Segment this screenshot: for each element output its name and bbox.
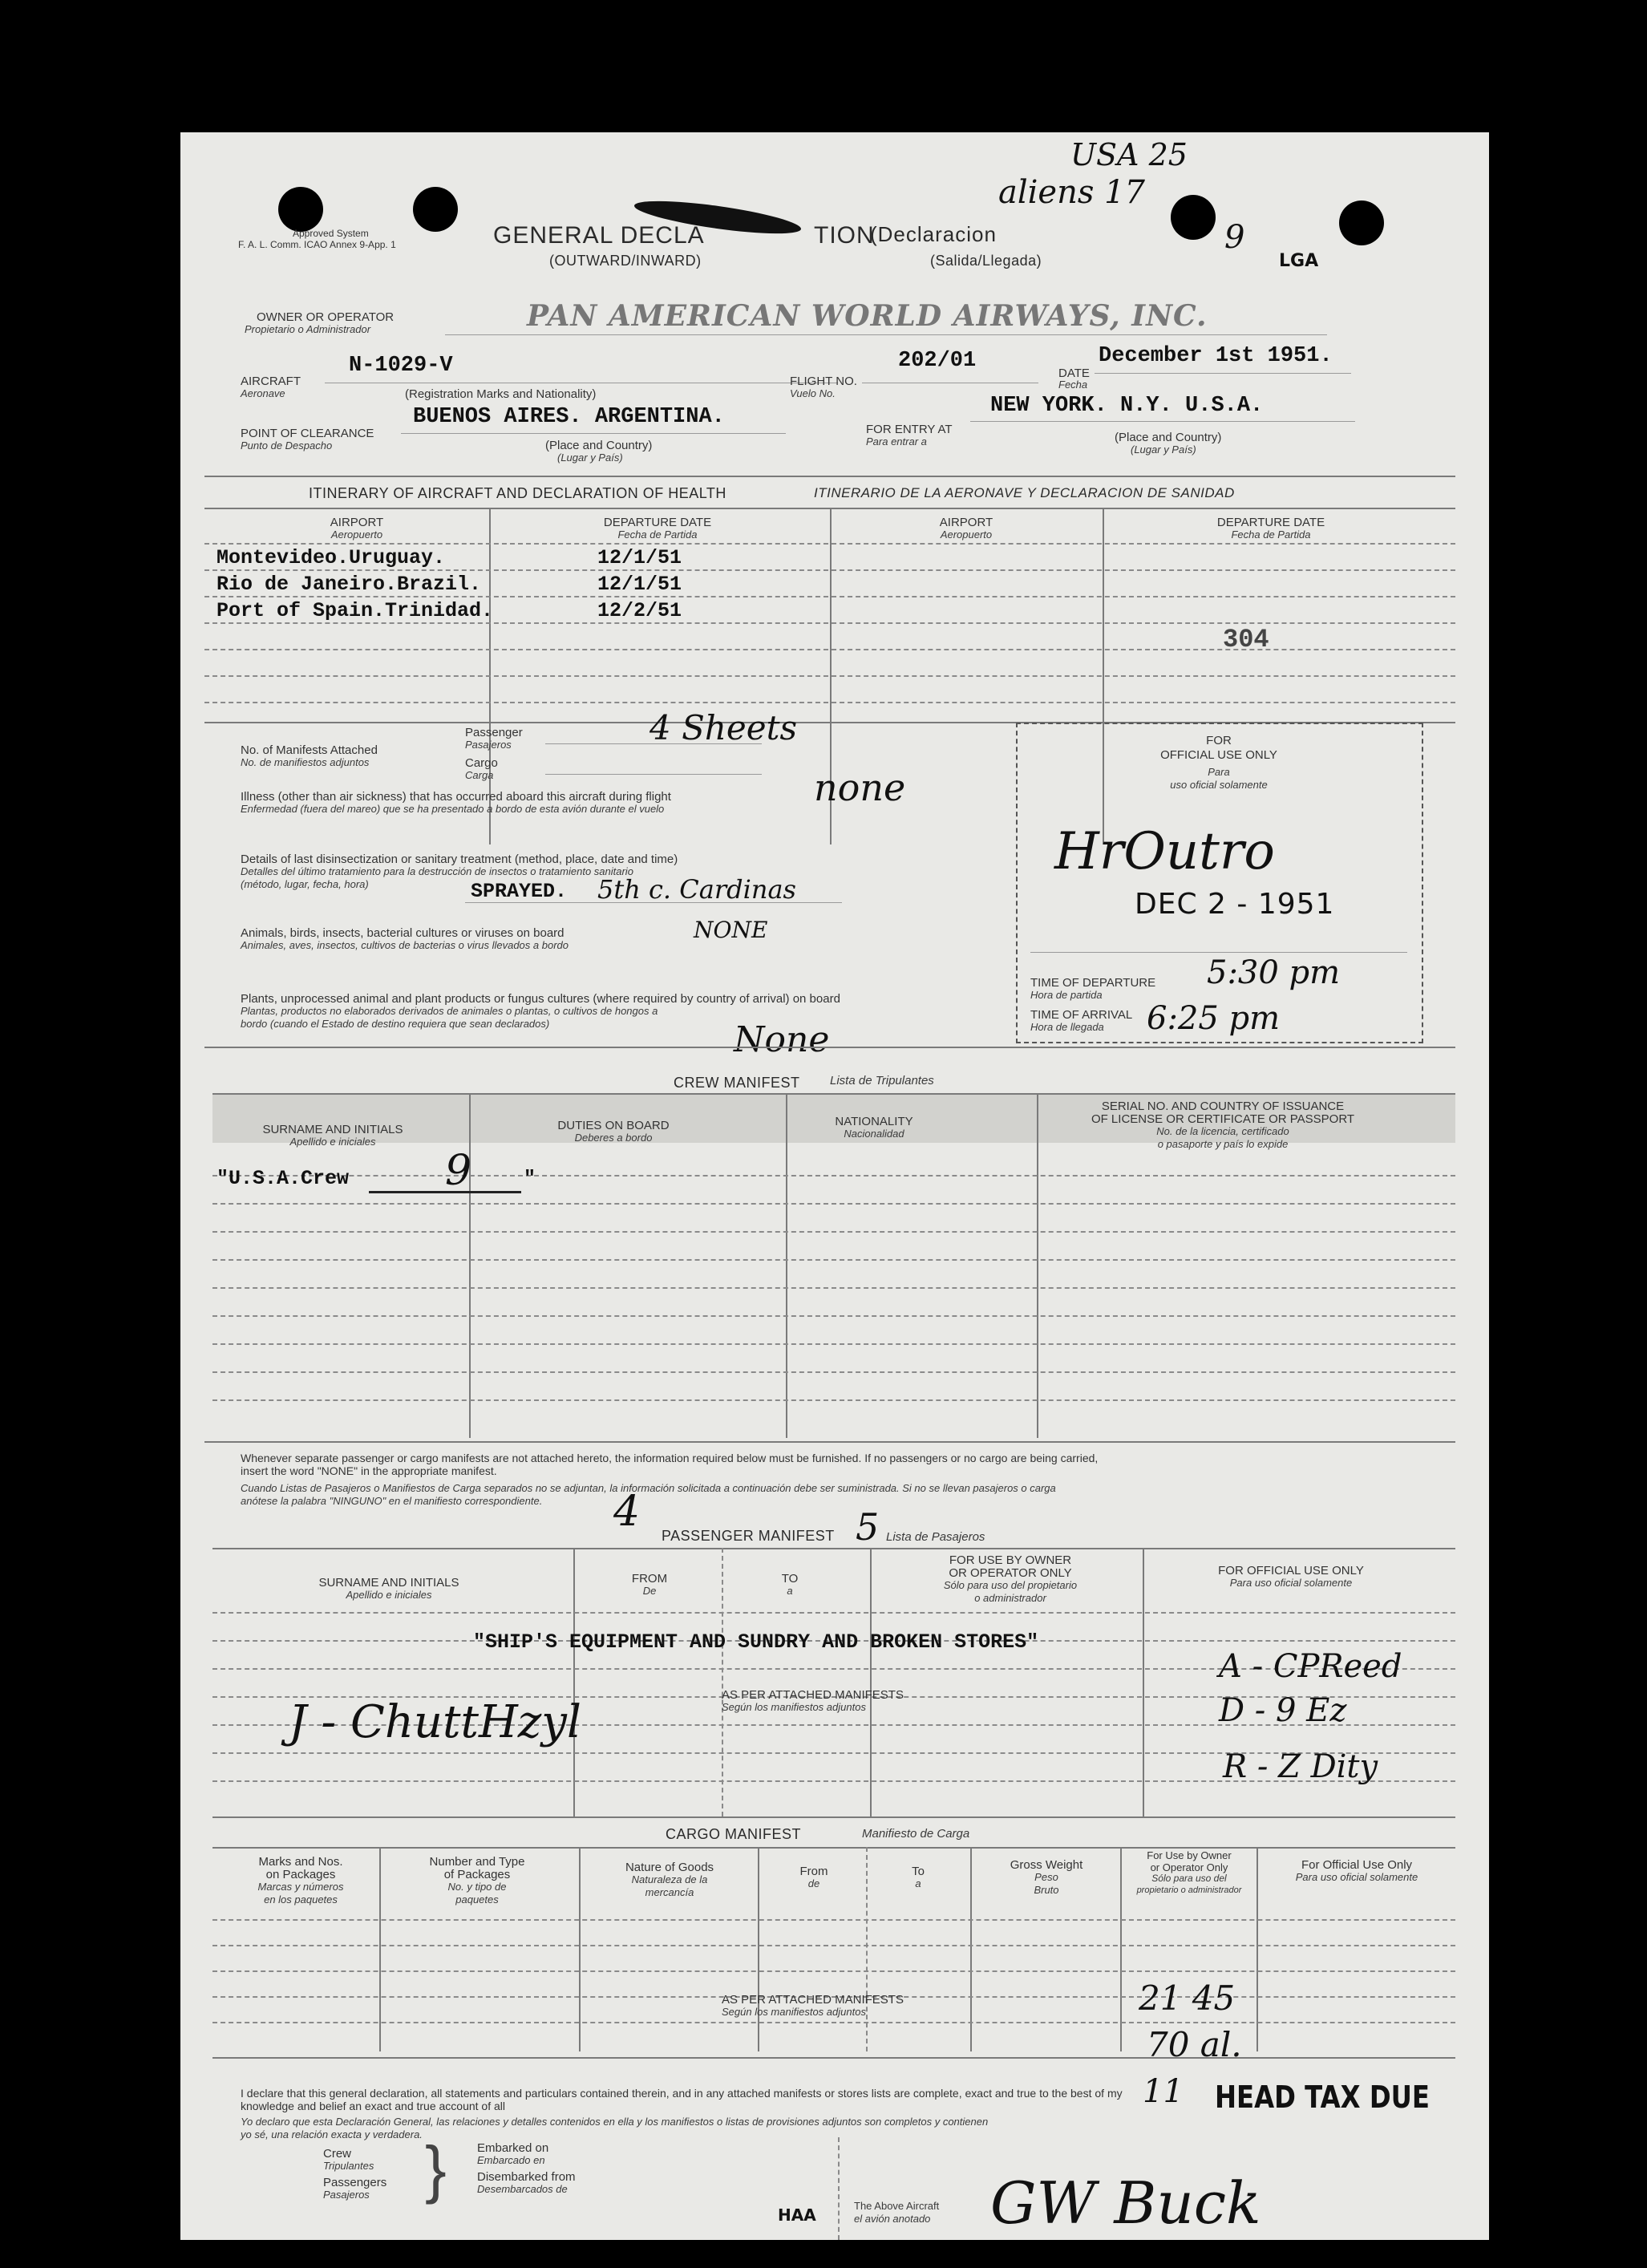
pax-col-surname: SURNAME AND INITIALS	[318, 1576, 459, 1590]
cargo-col-weight-es: Peso	[1034, 1871, 1058, 1883]
corner-note-aliens: aliens 17	[998, 174, 1146, 211]
pax-col-owner-es2: o administrador	[974, 1592, 1046, 1604]
time-departure-label-es: Hora de partida	[1030, 989, 1103, 1001]
plants-label: Plants, unprocessed animal and plant products or fungus cultures (where required by country of arrival) on board	[241, 992, 840, 1006]
official-signature: HrOutro	[1054, 822, 1275, 881]
itinerary-title: ITINERARY OF AIRCRAFT AND DECLARATION OF HEALTH	[309, 485, 726, 501]
flight-label: FLIGHT NO.	[790, 375, 857, 388]
animals-label: Animals, birds, insects, bacterial cultures or viruses on board	[241, 926, 565, 940]
form-title: GENERAL DECLA	[493, 222, 705, 249]
sprayed-note: 5th c. Cardinas	[597, 874, 796, 905]
notice-es: Cuando Listas de Pasajeros o Manifiestos de Carga separados no se adjuntan, la información solicitada a continuación debe ser suministrada. Si no se llevan pasajeros o carga	[241, 1482, 1056, 1494]
punch-hole	[278, 187, 323, 232]
footer-above-aircraft: The Above Aircraft	[854, 2200, 940, 2212]
flight-number: 202/01	[898, 349, 977, 373]
itinerary-title-es: ITINERARIO DE LA AERONAVE Y DECLARACION DE SANIDAD	[814, 485, 1235, 500]
pax-col-official: FOR OFFICIAL USE ONLY	[1218, 1564, 1364, 1577]
cargo-col-nature-es2: mercancía	[645, 1886, 694, 1898]
clearance-label-es: Punto de Despacho	[241, 439, 333, 452]
notice-en: Whenever separate passenger or cargo manifests are not attached hereto, the information required below must be furnished. If no passengers or no cargo are being carried,	[241, 1452, 1099, 1464]
official-para: Para	[1208, 766, 1230, 778]
pax-col-to-es: a	[787, 1585, 793, 1597]
footer-disembarked-es: Desembarcados de	[477, 2183, 568, 2195]
pax-ships-equipment: "SHIP'S EQUIPMENT AND SUNDRY AND BROKEN STORES"	[473, 1630, 1039, 1654]
cargo-col-marks-es2: en los paquetes	[264, 1893, 338, 1906]
pax-col-owner: FOR USE BY OWNER	[949, 1553, 1072, 1567]
crew-col-serial: SERIAL NO. AND COUNTRY OF ISSUANCE	[1101, 1100, 1345, 1113]
crew-col-serial-es2: o pasaporte y país lo expide	[1157, 1138, 1289, 1150]
punch-hole	[1339, 200, 1384, 245]
cargo-col-owner-b: or Operator Only	[1150, 1861, 1228, 1873]
approved-system: Approved System	[293, 228, 369, 239]
cargo-col-nature-es: Naturaleza de la	[631, 1873, 708, 1885]
pax-official-note-3: R - Z Dity	[1223, 1748, 1378, 1785]
manifests-label: No. of Manifests Attached	[241, 743, 378, 757]
illness-label-es: Enfermedad (fuera del mareo) que se ha presentado a bordo de esta avión durante el vuelo	[241, 803, 665, 815]
clearance-sub-es: (Lugar y País)	[557, 452, 623, 464]
pax-official-note-2: D - 9 Ez	[1219, 1692, 1347, 1729]
manifests-count: 4 Sheets	[649, 708, 798, 747]
corner-note-nine: 9	[1224, 219, 1245, 256]
owner-value: PAN AMERICAN WORLD AIRWAYS, INC.	[527, 299, 1208, 333]
entry-sub: (Place and Country)	[1115, 431, 1222, 444]
itin-col-airport-2-es: Aeropuerto	[940, 529, 993, 541]
entry-value: NEW YORK. N.Y. U.S.A.	[990, 394, 1264, 418]
time-arrival-label-es: Hora de llegada	[1030, 1021, 1104, 1033]
declaration-date: December 1st 1951.	[1099, 344, 1333, 368]
cargo-col-official: For Official Use Only	[1301, 1858, 1413, 1872]
crew-col-nationality: NATIONALITY	[835, 1115, 913, 1128]
cargo-col-number-es: No. y tipo de	[447, 1881, 507, 1893]
date-label: DATE	[1058, 367, 1090, 380]
footer-crew-es: Tripulantes	[323, 2160, 374, 2172]
declaration-es: Yo declaro que esta Declaración General, las relaciones y detalles contenidos en ella y los manifiestos o listas de provisiones adjuntos son completos y contienen	[241, 2116, 989, 2128]
cargo-col-from: From	[799, 1865, 828, 1878]
corner-note-usa: USA 25	[1070, 137, 1188, 172]
notice-es2: anótese la palabra "NINGUNO" en el manifiesto correspondiente.	[241, 1495, 543, 1507]
pax-col-surname-es: Apellido e iniciales	[346, 1589, 432, 1601]
declaration-en: I declare that this general declaration, all statements and particulars contained therein, and in any attached manifests or stores lists are complete, exact and true to the best of my	[241, 2087, 1123, 2100]
notice-en2: insert the word "NONE" in the appropriate manifest.	[241, 1464, 497, 1477]
animals-value: NONE	[694, 917, 768, 943]
aircraft-label: AIRCRAFT	[241, 375, 301, 388]
cargo-col-from-es: de	[807, 1877, 820, 1889]
form-subtitle-es: (Salida/Llegada)	[930, 253, 1042, 269]
cargo-col-number-b: of Packages	[443, 1868, 511, 1881]
official-title: OFFICIAL USE ONLY	[1160, 748, 1277, 762]
crew-col-serial-b: OF LICENSE OR CERTIFICATE OR PASSPORT	[1091, 1112, 1355, 1126]
cargo-col-weight: Gross Weight	[1010, 1858, 1083, 1872]
form-title-es: (Declaracion	[870, 222, 997, 246]
clearance-value: BUENOS AIRES. ARGENTINA.	[413, 405, 725, 429]
plants-label-es2: bordo (cuando el Estado de destino requiera que sean declarados)	[241, 1018, 550, 1030]
aircraft-registration: N-1029-V	[349, 354, 453, 378]
owner-label: OWNER OR OPERATOR	[257, 310, 395, 324]
crew-entry: "U.S.A.Crew	[216, 1167, 350, 1190]
plants-value: None	[734, 1019, 830, 1060]
pax-col-official-es: Para uso oficial solamente	[1229, 1577, 1353, 1589]
manifests-label-es: No. de manifiestos adjuntos	[241, 756, 370, 768]
pax-col-to: TO	[781, 1572, 799, 1586]
pax-col-owner-b: OR OPERATOR ONLY	[949, 1566, 1072, 1580]
stamp-number: 304	[1223, 625, 1269, 654]
itinerary-airport: Port of Spain.Trinidad.	[216, 599, 494, 622]
crew-title-es: Lista de Tripulantes	[830, 1074, 934, 1087]
form-subtitle: (OUTWARD/INWARD)	[549, 253, 702, 269]
time-departure-label: TIME OF DEPARTURE	[1030, 976, 1156, 990]
itin-col-airport-es: Aeropuerto	[330, 529, 383, 541]
itin-col-departure-es: Fecha de Partida	[617, 529, 698, 541]
illness-value: none	[814, 766, 906, 809]
cargo-col-weight-es2: Bruto	[1034, 1884, 1059, 1896]
passenger-title-es: Lista de Pasajeros	[886, 1530, 985, 1544]
footer-haa: HAA	[778, 2205, 816, 2225]
cargo-hand-note-3: 11	[1143, 2073, 1184, 2110]
cargo-col-number-es2: paquetes	[455, 1893, 499, 1906]
itin-col-airport: AIRPORT	[330, 516, 384, 529]
itin-col-airport-2: AIRPORT	[939, 516, 993, 529]
clearance-label: POINT OF CLEARANCE	[241, 427, 374, 440]
cargo-col-nature: Nature of Goods	[625, 1861, 714, 1874]
footer-crew: Crew	[323, 2147, 352, 2161]
cargo-col-marks: Marks and Nos.	[258, 1855, 343, 1869]
pax-col-from: FROM	[631, 1572, 668, 1586]
official-for: FOR	[1206, 734, 1232, 747]
disinsect-label-es2: (método, lugar, fecha, hora)	[241, 878, 369, 890]
pax-attached: AS PER ATTACHED MANIFESTS	[722, 1688, 904, 1702]
cargo-col-marks-b: on Packages	[265, 1868, 336, 1881]
passenger-label-es: Pasajeros	[465, 739, 512, 751]
cargo-col-owner-es: Sólo para uso del	[1151, 1873, 1227, 1884]
cargo-hand-note-1: 21 45	[1139, 1978, 1236, 2018]
itinerary-date: 12/1/51	[597, 573, 682, 596]
official-date-stamp: DEC 2 - 1951	[1135, 888, 1335, 921]
animals-label-es: Animales, aves, insectos, cultivos de bacterias o virus llevados a bordo	[241, 939, 569, 951]
illness-label: Illness (other than air sickness) that has occurred aboard this aircraft during flight	[241, 790, 671, 804]
cargo-col-owner-es2: propietario o administrador	[1136, 1885, 1242, 1895]
cargo-col-to: To	[912, 1865, 925, 1878]
form-title-end: TION	[814, 222, 875, 249]
footer-passengers-es: Pasajeros	[323, 2189, 370, 2201]
cargo-col-marks-es: Marcas y números	[257, 1881, 344, 1893]
crew-col-surname-es: Apellido e iniciales	[289, 1136, 376, 1148]
itinerary-airport: Montevideo.Uruguay.	[216, 546, 446, 569]
footer-embarked-es: Embarcado en	[477, 2154, 545, 2166]
declaration-form	[180, 132, 1489, 2240]
crew-title: CREW MANIFEST	[674, 1075, 800, 1091]
declaration-es2: yo sé, una relación exacta y verdadera.	[241, 2128, 423, 2140]
crew-col-surname: SURNAME AND INITIALS	[262, 1123, 403, 1136]
crew-entry-end: "	[524, 1167, 536, 1190]
punch-hole	[413, 187, 458, 232]
passenger-hand-left: 4	[613, 1488, 641, 1536]
itinerary-airport: Rio de Janeiro.Brazil.	[216, 573, 482, 596]
crew-col-duties: DUTIES ON BOARD	[557, 1119, 670, 1132]
disinsect-label: Details of last disinsectization or sanitary treatment (method, place, date and time)	[241, 853, 678, 866]
sprayed-value: SPRAYED.	[471, 880, 568, 903]
cargo-attached: AS PER ATTACHED MANIFESTS	[722, 1993, 904, 2007]
pax-col-from-es: De	[642, 1585, 657, 1597]
footer-above-aircraft-es: el avión anotado	[854, 2213, 931, 2225]
itin-col-departure: DEPARTURE DATE	[603, 516, 712, 529]
pax-col-owner-es: Sólo para uso del propietario	[943, 1579, 1078, 1591]
itinerary-date: 12/2/51	[597, 599, 682, 622]
crew-col-nationality-es: Nacionalidad	[844, 1128, 904, 1140]
aircraft-sub: (Registration Marks and Nationality)	[405, 387, 597, 401]
cargo-attached-es: Según los manifiestos adjuntos	[722, 2006, 866, 2018]
cargo-col-official-es: Para uso oficial solamente	[1295, 1871, 1418, 1883]
passenger-label: Passenger	[465, 726, 523, 739]
declaration-en2: knowledge and belief an exact and true account of all	[241, 2100, 506, 2112]
pax-handwritten-signature: J - ChuttHzyl	[289, 1696, 581, 1748]
crew-col-duties-es: Deberes a bordo	[574, 1132, 653, 1144]
pax-attached-es: Según los manifiestos adjuntos	[722, 1701, 866, 1713]
cargo-title: CARGO MANIFEST	[666, 1826, 802, 1842]
plants-label-es: Plantas, productos no elaborados derivados de animales o plantas, o cultivos de hongos a	[241, 1005, 658, 1017]
passenger-hand-right: 5	[856, 1505, 880, 1549]
cargo-hand-note-2: 70 al.	[1147, 2025, 1242, 2064]
entry-label-es: Para entrar a	[866, 435, 927, 448]
footer-passengers: Passengers	[323, 2176, 387, 2189]
disinsect-label-es: Detalles del último tratamiento para la destrucción de insectos o tratamiento sanitario	[241, 865, 633, 877]
punch-hole	[1171, 195, 1216, 240]
captain-signature: GW Buck	[990, 2169, 1261, 2237]
entry-sub-es: (Lugar y País)	[1131, 443, 1196, 456]
entry-label: FOR ENTRY AT	[866, 423, 953, 436]
corner-lga: LGA	[1279, 251, 1319, 271]
aircraft-label-es: Aeronave	[241, 387, 285, 399]
cargo-label-es: Carga	[465, 769, 494, 781]
pax-official-note-1: A - CPReed	[1219, 1648, 1402, 1685]
crew-col-serial-es: No. de la licencia, certificado	[1156, 1125, 1289, 1137]
crew-count: 9	[445, 1147, 472, 1195]
official-sub-es: uso oficial solamente	[1170, 779, 1268, 791]
footer-embarked: Embarked on	[477, 2141, 549, 2155]
time-departure-value: 5:30 pm	[1207, 954, 1341, 991]
cargo-col-number: Number and Type	[429, 1855, 525, 1869]
date-label-es: Fecha	[1058, 379, 1088, 391]
itin-col-departure-2-es: Fecha de Partida	[1231, 529, 1311, 541]
owner-label-es: Propietario o Administrador	[245, 323, 371, 335]
clearance-sub: (Place and Country)	[545, 439, 653, 452]
cargo-col-to-es: a	[915, 1877, 921, 1889]
passenger-title: PASSENGER MANIFEST	[662, 1528, 835, 1544]
head-tax-due-stamp: HEAD TAX DUE	[1215, 2080, 1430, 2115]
approved-line: F. A. L. Comm. ICAO Annex 9-App. 1	[238, 239, 396, 250]
flight-label-es: Vuelo No.	[790, 387, 836, 399]
footer-disembarked: Disembarked from	[477, 2170, 576, 2184]
cargo-title-es: Manifiesto de Carga	[862, 1827, 970, 1841]
cargo-label: Cargo	[465, 756, 498, 770]
cargo-col-owner: For Use by Owner	[1147, 1849, 1232, 1861]
itin-col-departure-2: DEPARTURE DATE	[1216, 516, 1325, 529]
itinerary-date: 12/1/51	[597, 546, 682, 569]
brace: }	[425, 2133, 447, 2205]
time-arrival-value: 6:25 pm	[1147, 1000, 1281, 1037]
time-arrival-label: TIME OF ARRIVAL	[1030, 1008, 1133, 1022]
